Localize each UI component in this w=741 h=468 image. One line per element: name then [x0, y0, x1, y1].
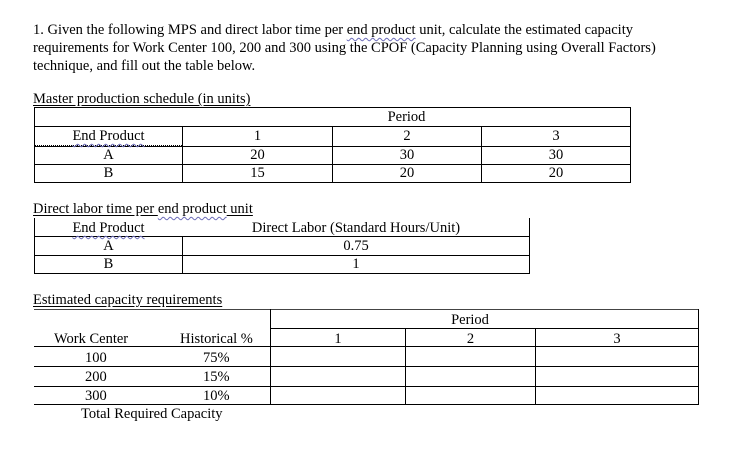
- capacity-col-historical: Historical %: [180, 331, 253, 347]
- mps-title: Master production schedule (in units): [33, 91, 251, 107]
- labor-row-product: A: [103, 238, 114, 254]
- labor-title: Direct labor time per end product unit: [33, 201, 253, 217]
- mps-cell: 20: [548, 165, 564, 181]
- question-line-3: technique, and fill out the table below.: [33, 58, 256, 74]
- capacity-period-label: Period: [451, 312, 489, 328]
- capacity-row-wc: 100: [85, 350, 107, 366]
- labor-col-direct-labor: Direct Labor (Standard Hours/Unit): [251, 220, 461, 236]
- question-line-2: requirements for Work Center 100, 200 and 300 using the CPOF (Capacity Planning using Overall Factors): [33, 40, 656, 56]
- labor-row-product: B: [103, 256, 114, 272]
- mps-col-end-product: End Product: [72, 128, 145, 144]
- mps-period-3: 3: [552, 128, 560, 144]
- capacity-period-1: 1: [334, 331, 342, 347]
- mps-cell: 30: [548, 147, 564, 163]
- labor-end-product-term: end product: [157, 201, 227, 217]
- capacity-title: Estimated capacity requirements: [33, 292, 223, 308]
- labor-hours: 1: [352, 256, 360, 272]
- mps-period-label: Period: [387, 109, 426, 125]
- mps-row-product: A: [103, 147, 114, 163]
- labor-hours: 0.75: [343, 238, 369, 254]
- question-line-1: 1. Given the following MPS and direct labor time per end product unit, calculate the estimated capacity: [33, 22, 633, 38]
- capacity-row-wc: 200: [85, 369, 107, 385]
- capacity-period-2: 2: [466, 331, 475, 347]
- question-end-product-term: end product: [346, 22, 416, 38]
- mps-cell: 15: [250, 165, 265, 181]
- mps-cell: 20: [399, 165, 415, 181]
- mps-period-2: 2: [403, 128, 411, 144]
- capacity-row-pct: 15%: [203, 369, 230, 385]
- mps-cell: 30: [399, 147, 415, 163]
- capacity-row-wc: 300: [85, 388, 107, 404]
- capacity-period-3: 3: [613, 331, 621, 347]
- labor-col-end-product: End Product: [72, 220, 145, 236]
- mps-row-product: B: [103, 165, 114, 181]
- capacity-col-work-center: Work Center: [54, 331, 129, 347]
- capacity-row-pct: 10%: [203, 388, 230, 404]
- capacity-row-pct: 75%: [203, 350, 230, 366]
- mps-period-1: 1: [253, 128, 262, 144]
- capacity-total-label: Total Required Capacity: [81, 406, 223, 422]
- mps-cell: 20: [250, 147, 265, 163]
